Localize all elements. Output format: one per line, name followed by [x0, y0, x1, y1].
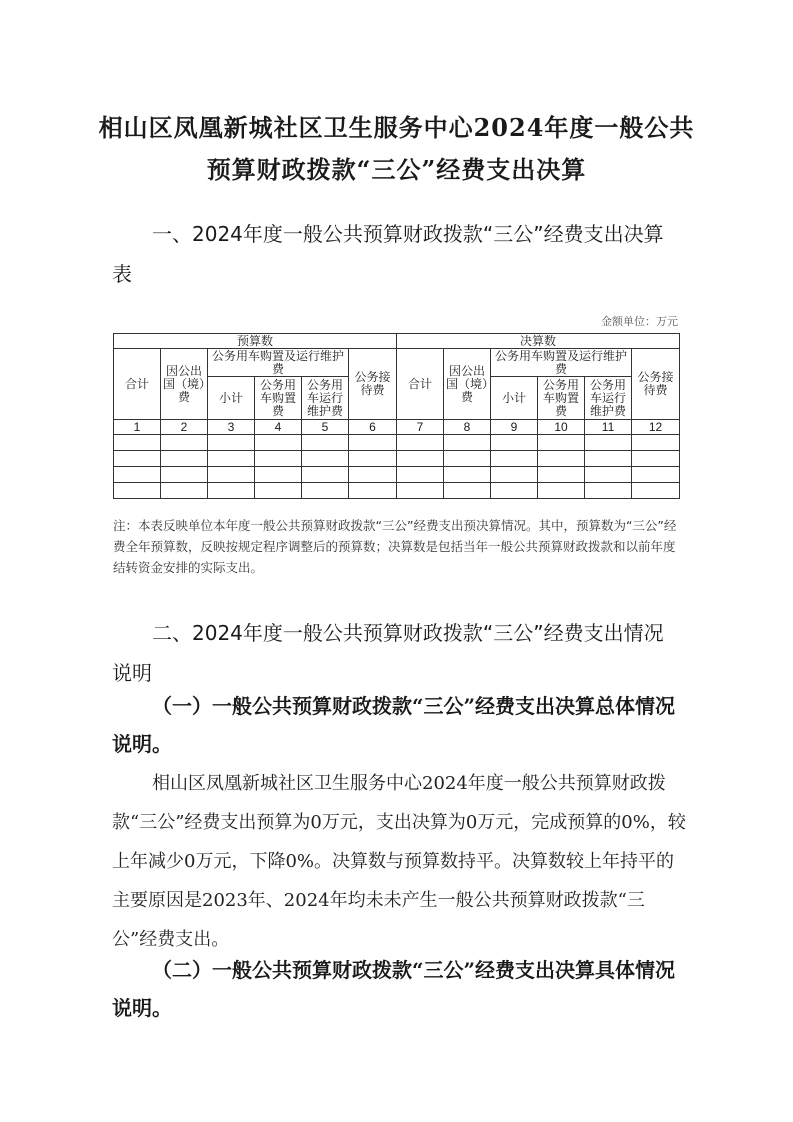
section-1-heading: 一、2024年度一般公共预算财政拨款“三公”经费支出决算表	[112, 222, 664, 286]
document-title-line-1: 相山区凤凰新城社区卫生服务中心2024年度一般公共	[98, 113, 695, 142]
table-cell	[585, 435, 632, 451]
budget-purchase-header: 公务用车购置费	[255, 377, 302, 420]
final-group-header: 决算数	[397, 334, 680, 349]
table-cell	[349, 451, 397, 467]
three-public-expense-table	[113, 333, 680, 499]
table-cell	[491, 467, 538, 483]
column-number: 10	[538, 420, 585, 435]
section-2-heading: 二、2024年度一般公共预算财政拨款“三公”经费支出情况说明	[112, 621, 664, 685]
table-cell	[397, 483, 444, 499]
final-vehicle-header: 公务用车购置及运行维护费	[491, 349, 632, 377]
table-cell	[255, 467, 302, 483]
column-number: 11	[585, 420, 632, 435]
column-number: 3	[208, 420, 255, 435]
table-cell	[349, 467, 397, 483]
table-cell	[302, 467, 349, 483]
table-cell	[538, 435, 585, 451]
table-cell	[349, 483, 397, 499]
table-cell	[302, 451, 349, 467]
table-cell	[302, 483, 349, 499]
table-cell	[632, 483, 680, 499]
table-row	[114, 483, 680, 499]
final-abroad-header: 因公出国（境）费	[444, 349, 491, 420]
table-cell	[114, 483, 161, 499]
column-number: 4	[255, 420, 302, 435]
table-cell	[208, 451, 255, 467]
budget-total-header: 合计	[114, 349, 161, 420]
table-cell	[208, 435, 255, 451]
budget-group-header: 预算数	[114, 334, 397, 349]
table-cell	[585, 483, 632, 499]
table-cell	[114, 435, 161, 451]
table-cell	[444, 435, 491, 451]
table-header-row	[114, 349, 680, 377]
final-subtotal-header: 小计	[491, 377, 538, 420]
table-cell	[255, 435, 302, 451]
final-total-header: 合计	[397, 349, 444, 420]
table-cell	[491, 451, 538, 467]
table-row	[114, 467, 680, 483]
table-cell	[632, 435, 680, 451]
budget-subtotal-header: 小计	[208, 377, 255, 420]
table-cell	[255, 483, 302, 499]
table-note: 注：本表反映单位本年度一般公共预算财政拨款“三公”经费支出预决算情况。其中，预算数为“三公”经费全年预算数，反映按规定程序调整后的预算数；决算数是包括当年一般公共预算财政拨款和以前年度结转资金安排的实际支出。	[113, 518, 677, 575]
table-cell	[114, 467, 161, 483]
table-cell	[444, 451, 491, 467]
table-cell	[255, 451, 302, 467]
table-cell	[114, 451, 161, 467]
budget-operation-header: 公务用车运行维护费	[302, 377, 349, 420]
table-cell	[491, 483, 538, 499]
table-data-body	[114, 435, 680, 499]
table-cell	[302, 435, 349, 451]
table-cell	[349, 435, 397, 451]
table-cell	[538, 483, 585, 499]
table-cell	[632, 451, 680, 467]
column-number: 8	[444, 420, 491, 435]
column-number: 6	[349, 420, 397, 435]
subsection-1-heading: （一）一般公共预算财政拨款“三公”经费支出决算总体情况说明。	[112, 694, 676, 756]
table-cell	[491, 435, 538, 451]
column-number-row	[114, 420, 680, 435]
table-cell	[208, 483, 255, 499]
final-operation-header: 公务用车运行维护费	[585, 377, 632, 420]
document-title-line-2: 预算财政拨款“三公”经费支出决算	[206, 155, 587, 184]
table-row	[114, 435, 680, 451]
table-cell	[538, 467, 585, 483]
budget-reception-header: 公务接待费	[349, 349, 397, 420]
amount-unit-label: 金额单位：万元	[601, 315, 678, 328]
column-number: 7	[397, 420, 444, 435]
column-number: 2	[161, 420, 208, 435]
column-number: 1	[114, 420, 161, 435]
budget-abroad-header: 因公出国（境）费	[161, 349, 208, 420]
subsection-2-heading: （二）一般公共预算财政拨款“三公”经费支出决算具体情况说明。	[112, 958, 676, 1020]
table-group-header-row	[114, 334, 680, 349]
table-cell	[585, 467, 632, 483]
final-reception-header: 公务接待费	[632, 349, 680, 420]
table-cell	[397, 435, 444, 451]
column-number: 5	[302, 420, 349, 435]
table-cell	[538, 451, 585, 467]
table-cell	[208, 467, 255, 483]
table-cell	[397, 467, 444, 483]
table-cell	[161, 451, 208, 467]
table-cell	[161, 467, 208, 483]
table-cell	[444, 483, 491, 499]
final-purchase-header: 公务用车购置费	[538, 377, 585, 420]
table-cell	[585, 451, 632, 467]
column-number: 12	[632, 420, 680, 435]
table-cell	[632, 467, 680, 483]
table-cell	[161, 483, 208, 499]
table-cell	[397, 451, 444, 467]
table-cell	[161, 435, 208, 451]
table-cell	[444, 467, 491, 483]
budget-vehicle-header: 公务用车购置及运行维护费	[208, 349, 349, 377]
table-row	[114, 451, 680, 467]
column-number: 9	[491, 420, 538, 435]
subsection-1-body: 相山区凤凰新城社区卫生服务中心2024年度一般公共预算财政拨款“三公”经费支出预算为0万元，支出决算为0万元，完成预算的0%，较上年减少0万元，下降0%。决算数与预算数持平。决算数较上年持平的主要原因是2023年、2024年均未未产生一般公共预算财政拨款“三公”经费支出。	[112, 773, 686, 950]
